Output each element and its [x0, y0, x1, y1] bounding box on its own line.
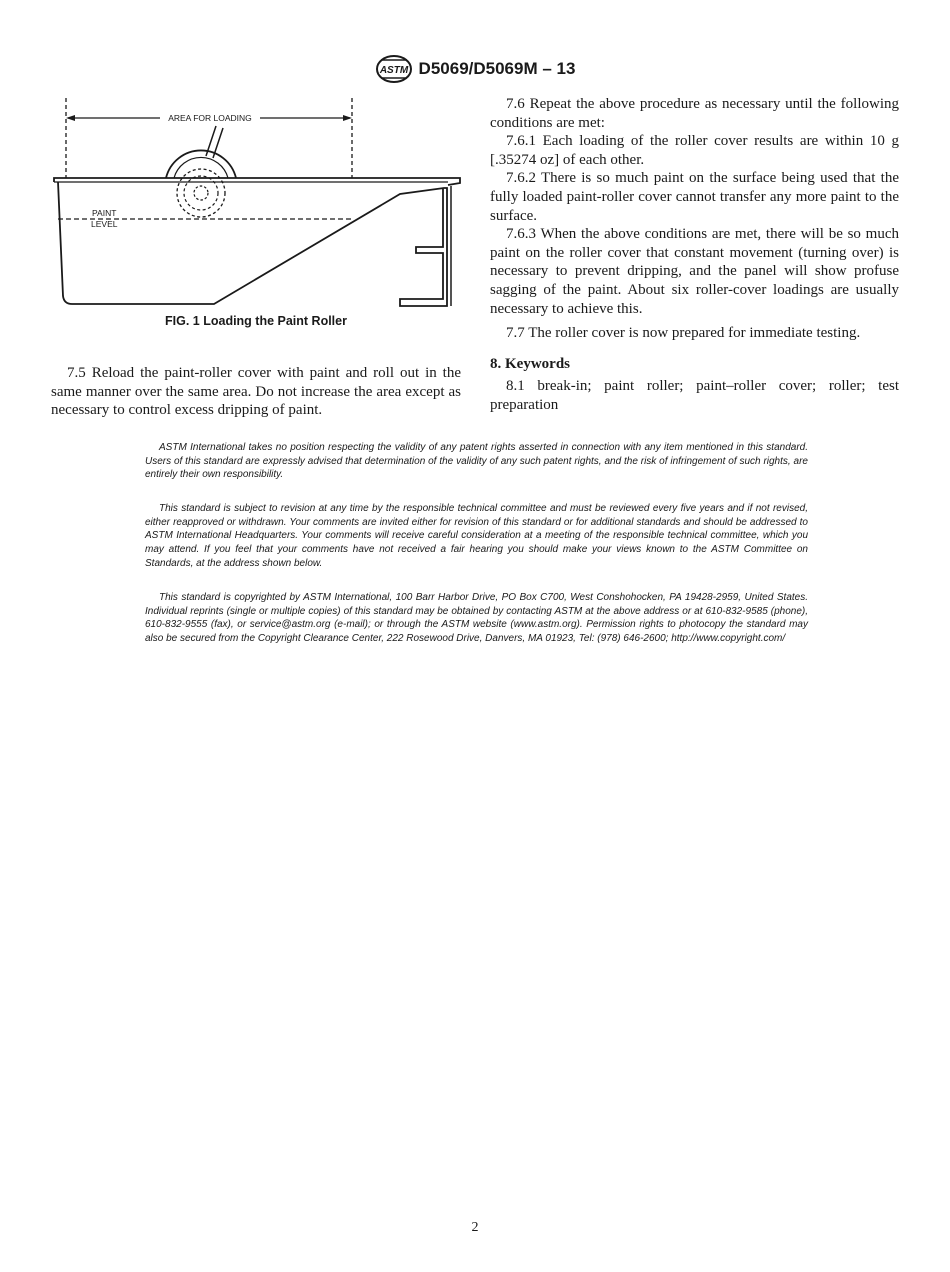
left-column [51, 364, 461, 420]
page-number: 2 [471, 1220, 479, 1235]
astm-logo-text: ASTM [379, 65, 408, 76]
copyright-notice: This standard is copyrighted by ASTM International, 100 Barr Harbor Drive, PO Box C700, West Conshohocken, PA 19428-2959, United States. Individual reprints (single or multiple copies) of this standard may be obtained by contacting ASTM at the above address or at 610-832-9585 (phone), 610-832-9555 (fax), or service@astm.org (e-mail); or through the ASTM website (www.astm.org). Permission rights to photocopy the standard may also be secured from the Copyright Clearance Center, 222 Rosewood Drive, Danvers, MA 01923, Tel: (978) 646-2600; http://www.copyright.com/ [145, 592, 808, 645]
astm-logo-icon [375, 54, 413, 84]
arrowhead-left-icon [66, 115, 75, 121]
patent-disclaimer: ASTM International takes no position respecting the validity of any patent rights asserted in connection with any item mentioned in this standard. Users of this standard are expressly advised that determination of the validity of any such patent rights, and the risk of infringement of such rights, are entirely their own responsibility. [145, 442, 808, 481]
roller-frame-inner [174, 157, 228, 178]
arrowhead-right-icon [343, 115, 352, 121]
document-designation: D5069/D5069M – 13 [418, 59, 576, 78]
area-for-loading-label: AREA FOR LOADING [168, 113, 252, 123]
paint-label: PAINT [92, 208, 117, 218]
level-label: LEVEL [91, 219, 118, 229]
paragraph-7-6-3: 7.6.3 When the above conditions are met, there will be so much paint on the roller cover that constant movement (turning over) is necessary to prevent dripping, and the panel will show profuse sagging of the paint. About six roller-cover loadings are usually necessary to achieve this. [490, 226, 899, 317]
right-column [490, 95, 899, 415]
paragraph-7-5: 7.5 Reload the paint-roller cover with paint and roll out in the same manner over the same area. Do not increase the area except as necessary to control excess dripping of paint. [51, 365, 461, 419]
figure-caption: FIG. 1 Loading the Paint Roller [165, 314, 347, 328]
paragraph-7-6-1: 7.6.1 Each loading of the roller cover results are within 10 g [.35274 oz] of each other. [490, 133, 899, 168]
tray-body [58, 182, 447, 306]
roller-core [184, 176, 218, 210]
paragraph-8-1: 8.1 break-in; paint roller; paint–roller cover; roller; test preparation [490, 378, 899, 413]
roller-frame [166, 150, 236, 178]
section-8-heading: 8. Keywords [490, 355, 570, 372]
roller-axle [194, 186, 208, 200]
paint-roller-tray-figure [50, 96, 465, 316]
paragraph-7-7: 7.7 The roller cover is now prepared for immediate testing. [506, 325, 861, 342]
paragraph-7-6-2: 7.6.2 There is so much paint on the surface being used that the fully loaded paint-roller cover cannot transfer any more paint to the surface. [490, 170, 899, 224]
revision-notice: This standard is subject to revision at any time by the responsible technical committee and must be reviewed every five years and if not revised, either reapproved or withdrawn. Your comments are invited either for revision of this standard or for additional standards and should be addressed to ASTM International Headquarters. Your comments will receive careful consideration at a meeting of the responsible technical committee, which you may attend. If you feel that your comments have not received a fair hearing you should make your views known to the ASTM Committee on Standards, at the address shown below. [145, 503, 808, 569]
page-header [0, 54, 950, 84]
paragraph-7-6: 7.6 Repeat the above procedure as necessary until the following conditions are met: [490, 96, 899, 131]
